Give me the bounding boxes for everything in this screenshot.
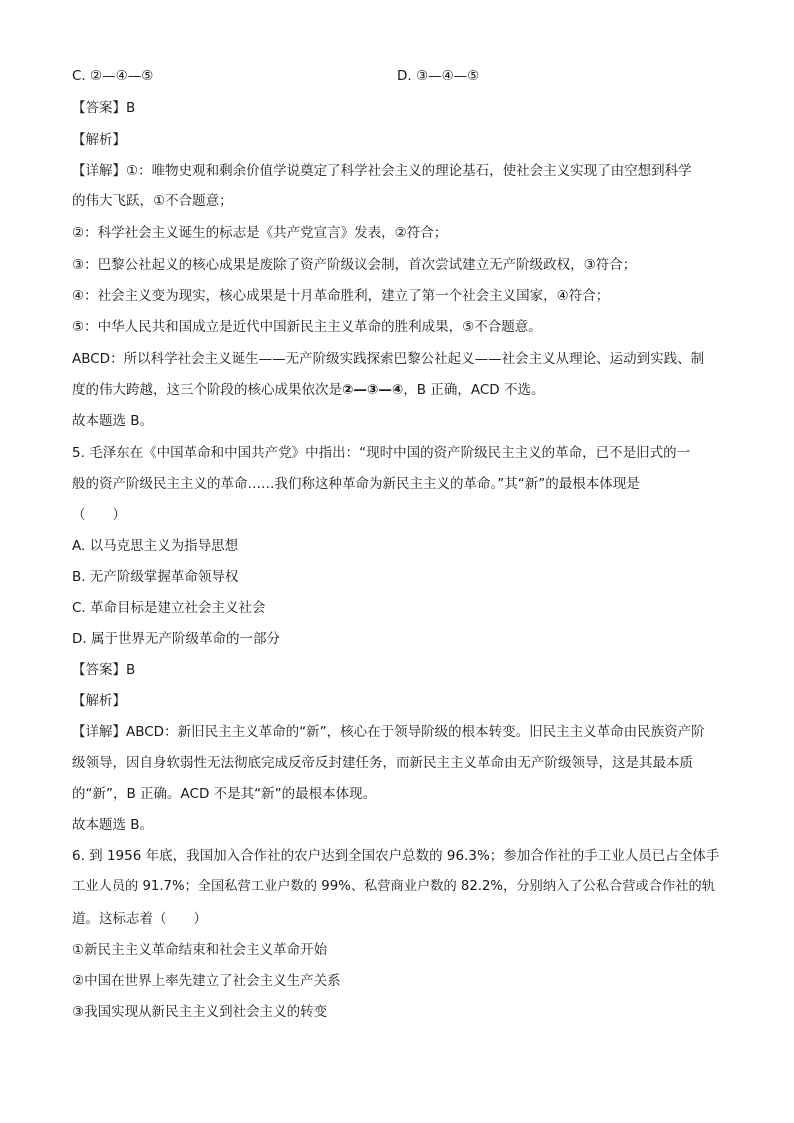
q6-stem-line-1: 6. 到 1956 年底，我国加入合作社的农户达到全国农户总数的 96.3%；参加合作社的手工业人员已占全体手	[72, 848, 720, 864]
q4-item-2: ②：科学社会主义诞生的标志是《共产党宣言》发表，②符合；	[72, 225, 448, 241]
q4-option-c: C. ②—④—⑤	[72, 68, 154, 84]
q5-option-b: B. 无产阶级掌握革命领导权	[72, 569, 239, 585]
q5-detail-line-1: 【详解】ABCD：新旧民主主义革命的“新”，核心在于领导阶级的根本转变。旧民主主义革命由民族资产阶	[72, 724, 705, 740]
q5-analysis-label: 【解析】	[72, 693, 126, 709]
q5-option-a: A. 以马克思主义为指导思想	[72, 538, 239, 554]
q5-option-c: C. 革命目标是建立社会主义社会	[72, 600, 266, 616]
q6-item-1: ①新民主主义革命结束和社会主义革命开始	[72, 942, 328, 958]
q4-summary-line-1: ABCD：所以科学社会主义诞生——无产阶级实践探索巴黎公社起义——社会主义从理论、运动到实践、制	[72, 351, 705, 367]
q4-detail-line-1: 【详解】①：唯物史观和剩余价值学说奠定了科学社会主义的理论基石，使社会主义实现了由空想到科学	[72, 163, 692, 179]
q5-conclusion: 故本题选 B。	[72, 817, 154, 833]
q6-item-3: ③我国实现从新民主主义到社会主义的转变	[72, 1004, 328, 1020]
q4-summary-text-pre: 度的伟大跨越，这三个阶段的核心成果依次是	[72, 382, 342, 398]
q4-analysis-label: 【解析】	[72, 132, 126, 148]
q4-summary-text-post: ，B 正确，ACD 不选。	[403, 382, 545, 398]
q5-detail-line-3: 的“新”，B 正确。ACD 不是其“新”的最根本体现。	[72, 786, 377, 802]
q5-stem-line-3: （ ）	[72, 507, 126, 523]
q4-summary-line-2	[72, 380, 724, 400]
q5-option-d: D. 属于世界无产阶级革命的一部分	[72, 631, 280, 647]
q4-summary-sequence: ②—③—④	[342, 382, 404, 398]
q5-answer: 【答案】B	[72, 662, 136, 678]
q4-item-3: ③：巴黎公社起义的核心成果是废除了资产阶级议会制，首次尝试建立无产阶级政权，③符合；	[72, 257, 637, 273]
q5-stem-line-2: 般的资产阶级民主主义的革命……我们称这种革命为新民主主义的革命。”其“新”的最根本体现是	[72, 476, 640, 492]
q4-option-d: D. ③—④—⑤	[397, 68, 480, 84]
q4-answer: 【答案】B	[72, 100, 136, 116]
q5-detail-line-2: 级领导，因自身软弱性无法彻底完成反帝反封建任务，而新民主主义革命由无产阶级领导，这是其最本质	[72, 755, 693, 771]
q6-stem-line-2: 工业人员的 91.7%；全国私营工业户数的 99%、私营商业户数的 82.2%，分别纳入了公私合营或合作社的轨	[72, 879, 716, 894]
q4-detail-line-2: 的伟大飞跃，①不合题意；	[72, 193, 233, 209]
q5-stem-line-1: 5. 毛泽东在《中国革命和中国共产党》中指出：“现时中国的资产阶级民主主义的革命，已不是旧式的一	[72, 445, 691, 461]
q4-conclusion: 故本题选 B。	[72, 413, 154, 429]
q4-item-4: ④：社会主义变为现实，核心成果是十月革命胜利，建立了第一个社会主义国家，④符合；	[72, 288, 610, 304]
q6-stem-line-3: 道。这标志着（ ）	[72, 911, 207, 927]
q6-item-2: ②中国在世界上率先建立了社会主义生产关系	[72, 973, 341, 989]
q4-item-5: ⑤：中华人民共和国成立是近代中国新民主主义革命的胜利成果，⑤不合题意。	[72, 319, 542, 335]
